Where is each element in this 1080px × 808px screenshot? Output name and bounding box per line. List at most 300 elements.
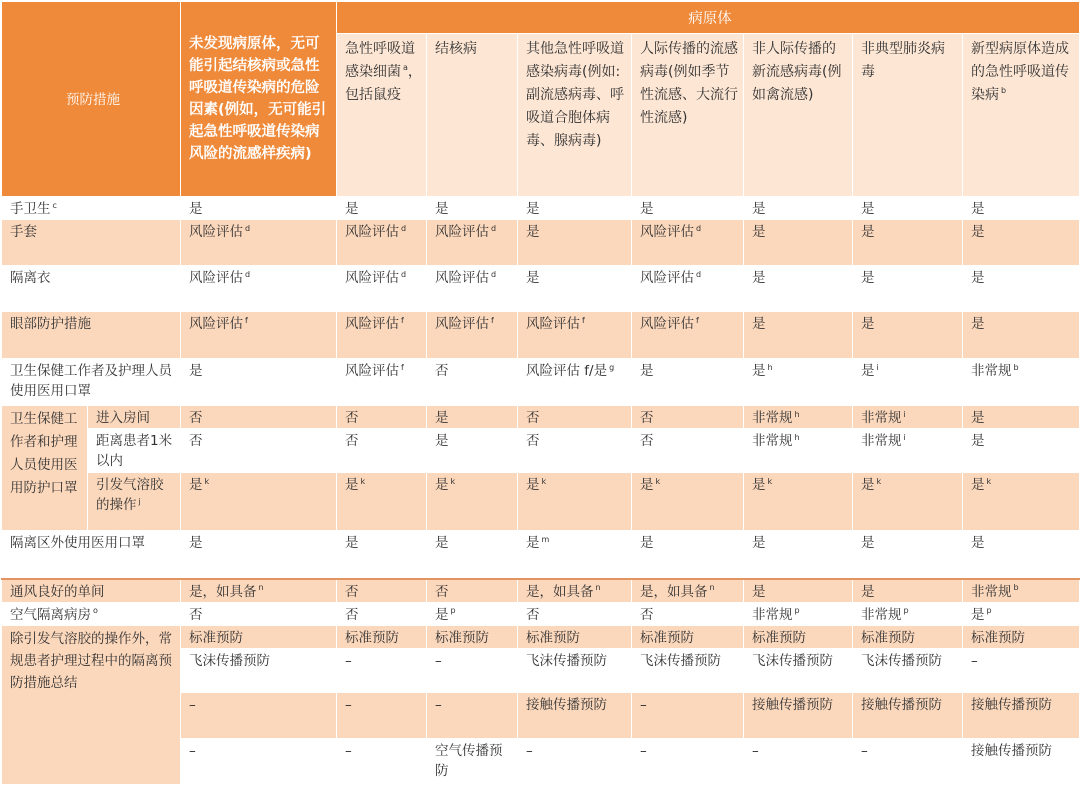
table-cell bbox=[853, 473, 963, 531]
table-cell bbox=[853, 359, 963, 406]
footnote-marker: b bbox=[1013, 362, 1019, 372]
cell-text: 否 bbox=[189, 410, 203, 426]
row-label-text: 手卫生 bbox=[10, 201, 51, 217]
table-cell bbox=[427, 266, 518, 312]
row-label bbox=[2, 531, 181, 579]
table-row bbox=[2, 602, 1080, 625]
footnote-marker: d bbox=[696, 223, 702, 233]
cell-text: 是 bbox=[752, 535, 766, 551]
summary-label: 除引发气溶胶的操作外，常规患者护理过程中的隔离预防措施总结 bbox=[2, 625, 181, 784]
table-cell: 飞沫传播预防 bbox=[744, 648, 853, 692]
cell-text: 是 bbox=[752, 270, 766, 286]
table-cell bbox=[427, 579, 518, 603]
table-cell bbox=[632, 266, 744, 312]
cell-text: 否 bbox=[345, 410, 359, 426]
table-cell: 飞沫传播预防 bbox=[181, 648, 337, 692]
cell-text: 否 bbox=[189, 433, 203, 449]
footnote-marker: d bbox=[245, 269, 251, 279]
pathogen-name-tail: ，包括鼠疫 bbox=[345, 64, 422, 103]
cell-text: 是 bbox=[435, 433, 449, 449]
table-cell: 飞沫传播预防 bbox=[853, 648, 963, 692]
pathogen-name: 结核病 bbox=[435, 41, 477, 57]
table-cell bbox=[181, 473, 337, 531]
footnote-marker: k bbox=[876, 476, 882, 486]
table-cell: 接触传播预防 bbox=[518, 692, 632, 738]
footnote-marker: i bbox=[903, 409, 906, 419]
table-cell bbox=[337, 197, 427, 220]
table-row bbox=[2, 531, 1080, 579]
table-cell bbox=[337, 602, 427, 625]
table-cell: 标准预防 bbox=[632, 625, 744, 648]
cell-text: 风险评估 bbox=[435, 224, 489, 240]
footnote-marker: d bbox=[245, 223, 251, 233]
cell-text: 是，如具备 bbox=[189, 583, 257, 600]
cell-text: 是 bbox=[435, 606, 449, 623]
footnote-marker: a bbox=[403, 63, 408, 73]
pathogen-name: 急性呼吸道感染细菌 bbox=[345, 41, 415, 80]
footnote-marker: p bbox=[450, 606, 456, 615]
table-row bbox=[2, 220, 1080, 266]
table-cell: 标准预防 bbox=[181, 625, 337, 648]
cell-text: 是 bbox=[526, 201, 540, 217]
table-cell bbox=[181, 406, 337, 429]
cell-text: 是 bbox=[971, 270, 985, 286]
table-cell: 标准预防 bbox=[963, 625, 1080, 648]
cell-text: 是 bbox=[861, 535, 875, 551]
table-cell bbox=[744, 197, 853, 220]
table-cell bbox=[963, 406, 1080, 429]
table-cell bbox=[337, 429, 427, 473]
table-cell bbox=[518, 220, 632, 266]
table-cell bbox=[744, 579, 853, 603]
pathogen-column-header bbox=[963, 34, 1080, 197]
cell-text: 风险评估 bbox=[345, 316, 399, 332]
table-cell bbox=[518, 579, 632, 603]
table-cell bbox=[853, 312, 963, 359]
footnote-marker: c bbox=[52, 200, 57, 210]
table-cell bbox=[744, 220, 853, 266]
cell-text: 是，如具备 bbox=[526, 583, 594, 600]
table-cell bbox=[963, 197, 1080, 220]
group-label: 卫生保健工作者和护理人员使用医用防护口罩 bbox=[2, 406, 88, 531]
footnote-marker: b bbox=[1001, 86, 1007, 96]
table-cell bbox=[963, 312, 1080, 359]
cell-text: 非常规 bbox=[861, 606, 902, 623]
table-cell bbox=[632, 531, 744, 579]
table-cell: 飞沫传播预防 bbox=[632, 648, 744, 692]
cell-text: 否 bbox=[640, 433, 654, 449]
table-cell bbox=[181, 197, 337, 220]
table-cell bbox=[853, 531, 963, 579]
table-cell bbox=[427, 531, 518, 579]
table-cell bbox=[744, 602, 853, 625]
cell-text: 是 bbox=[189, 201, 203, 217]
footnote-marker: k bbox=[655, 476, 661, 486]
table-cell bbox=[518, 473, 632, 531]
table-row bbox=[2, 625, 1080, 648]
row-label bbox=[2, 602, 181, 625]
pathogen-column-header bbox=[744, 34, 853, 197]
footnote-marker: k bbox=[767, 476, 773, 486]
cell-text: 是 bbox=[861, 363, 875, 379]
table-cell bbox=[181, 602, 337, 625]
table-cell bbox=[963, 602, 1080, 625]
cell-text: 是 bbox=[189, 477, 203, 493]
cell-text: 否 bbox=[345, 583, 359, 600]
table-cell bbox=[427, 406, 518, 429]
header-measures: 预防措施 bbox=[2, 2, 181, 197]
table-cell bbox=[963, 473, 1080, 531]
cell-text: 风险评估 bbox=[640, 270, 694, 286]
cell-text: 风险评估 bbox=[640, 316, 694, 332]
footnote-marker: h bbox=[767, 362, 773, 372]
table-cell bbox=[744, 473, 853, 531]
table-cell bbox=[518, 429, 632, 473]
cell-text: 是 bbox=[752, 363, 766, 379]
table-cell bbox=[181, 312, 337, 359]
cell-text: 否 bbox=[526, 606, 540, 623]
cell-text: 是 bbox=[971, 535, 985, 551]
table-cell bbox=[853, 429, 963, 473]
table-cell bbox=[963, 220, 1080, 266]
cell-text: 是 bbox=[861, 477, 875, 493]
cell-text: 是 bbox=[526, 270, 540, 286]
table-row bbox=[2, 429, 1080, 473]
table-cell bbox=[427, 197, 518, 220]
cell-text: 是 bbox=[752, 477, 766, 493]
table-cell: 接触传播预防 bbox=[963, 692, 1080, 738]
cell-text: 否 bbox=[435, 583, 449, 600]
header-no-pathogen: 未发现病原体，无可能引起结核病或急性呼吸道传染病的危险因素(例如，无可能引起急性呼吸道传染病风险的流感样疾病) bbox=[181, 2, 337, 197]
cell-text: 风险评估 bbox=[345, 363, 399, 379]
cell-text: 否 bbox=[640, 410, 654, 426]
footnote-marker: g bbox=[609, 362, 615, 372]
table-cell bbox=[337, 531, 427, 579]
cell-text: 是 bbox=[640, 363, 654, 379]
table-cell bbox=[853, 266, 963, 312]
cell-text: 风险评估 bbox=[345, 224, 399, 240]
table-cell bbox=[427, 429, 518, 473]
footnote-marker: d bbox=[491, 269, 497, 279]
table-cell bbox=[181, 359, 337, 406]
footnote-marker: d bbox=[696, 269, 702, 279]
footnote-marker: p bbox=[903, 606, 909, 615]
table-body bbox=[2, 197, 1080, 785]
cell-text: 非常规 bbox=[752, 410, 793, 426]
cell-text: 是 bbox=[435, 410, 449, 426]
table-cell bbox=[963, 429, 1080, 473]
table-cell: 飞沫传播预防 bbox=[518, 648, 632, 692]
cell-text: 是 bbox=[435, 201, 449, 217]
table-cell bbox=[518, 312, 632, 359]
table-cell bbox=[632, 602, 744, 625]
sub-row-label-text: 引发气溶胶的操作 bbox=[96, 477, 164, 513]
row-label bbox=[2, 266, 181, 312]
table-cell bbox=[427, 220, 518, 266]
cell-text: 非常规 bbox=[971, 363, 1012, 379]
footnote-marker: n bbox=[595, 583, 601, 592]
table-cell bbox=[963, 531, 1080, 579]
row-label bbox=[2, 579, 181, 603]
cell-text: 是 bbox=[345, 201, 359, 217]
cell-text: 非常规 bbox=[752, 433, 793, 449]
table-cell: – bbox=[963, 648, 1080, 692]
table-cell: 接触传播预防 bbox=[744, 692, 853, 738]
cell-text: 是 bbox=[971, 477, 985, 493]
cell-text: 是 bbox=[526, 535, 540, 551]
table-cell: – bbox=[337, 692, 427, 738]
cell-text: 是 bbox=[971, 410, 985, 426]
table-cell bbox=[337, 473, 427, 531]
cell-text: 风险评估 f/是 bbox=[526, 363, 608, 379]
cell-text: 风险评估 bbox=[640, 224, 694, 240]
cell-text: 是 bbox=[345, 535, 359, 551]
table-row bbox=[2, 197, 1080, 220]
pathogen-column-header bbox=[853, 34, 963, 197]
table-cell bbox=[632, 429, 744, 473]
cell-text: 是 bbox=[752, 583, 766, 600]
table-cell bbox=[632, 220, 744, 266]
table-cell: – bbox=[853, 738, 963, 784]
footnote-marker: i bbox=[876, 362, 879, 372]
table-cell bbox=[963, 266, 1080, 312]
table-cell bbox=[427, 473, 518, 531]
row-label bbox=[2, 312, 181, 359]
footnote-marker: k bbox=[360, 476, 366, 486]
table-cell: – bbox=[337, 738, 427, 784]
cell-text: 是 bbox=[861, 583, 875, 600]
table-row bbox=[2, 579, 1080, 603]
cell-text: 否 bbox=[189, 606, 203, 623]
cell-text: 否 bbox=[526, 410, 540, 426]
cell-text: 是 bbox=[526, 224, 540, 240]
table-cell bbox=[181, 429, 337, 473]
table-cell bbox=[853, 579, 963, 603]
table-cell bbox=[518, 602, 632, 625]
table-cell bbox=[853, 406, 963, 429]
table-cell bbox=[181, 266, 337, 312]
cell-text: 否 bbox=[435, 363, 449, 379]
cell-text: 是 bbox=[640, 477, 654, 493]
table-cell: – bbox=[181, 692, 337, 738]
table-cell: – bbox=[518, 738, 632, 784]
footnote-marker: m bbox=[541, 534, 550, 544]
cell-text: 是 bbox=[971, 433, 985, 449]
table-cell bbox=[427, 359, 518, 406]
table-row bbox=[2, 312, 1080, 359]
table-cell bbox=[518, 266, 632, 312]
cell-text: 是 bbox=[752, 201, 766, 217]
table-cell bbox=[337, 406, 427, 429]
table-cell bbox=[632, 359, 744, 406]
cell-text: 是 bbox=[861, 224, 875, 240]
footnote-marker: k bbox=[986, 476, 992, 486]
cell-text: 风险评估 bbox=[526, 316, 580, 332]
table-cell bbox=[427, 602, 518, 625]
table-cell bbox=[337, 220, 427, 266]
cell-text: 非常规 bbox=[971, 583, 1012, 600]
pathogen-column-header bbox=[427, 34, 518, 197]
table-cell: 标准预防 bbox=[744, 625, 853, 648]
footnote-marker: o bbox=[93, 606, 98, 615]
pathogen-name: 人际传播的流感病毒(例如季节性流感、大流行性流感) bbox=[640, 41, 738, 126]
sub-row-label-text: 进入房间 bbox=[96, 410, 150, 426]
footnote-marker: p bbox=[986, 606, 992, 615]
table-cell: – bbox=[181, 738, 337, 784]
table-cell bbox=[853, 220, 963, 266]
table-cell bbox=[632, 406, 744, 429]
table-cell bbox=[853, 602, 963, 625]
table-cell: 标准预防 bbox=[427, 625, 518, 648]
table-cell bbox=[337, 312, 427, 359]
table-cell bbox=[632, 473, 744, 531]
footnote-marker: h bbox=[794, 432, 800, 442]
pathogen-column-header bbox=[337, 34, 427, 197]
cell-text: 非常规 bbox=[861, 410, 902, 426]
cell-text: 否 bbox=[526, 433, 540, 449]
row-label-text: 通风良好的单间 bbox=[10, 583, 105, 600]
table-cell: 接触传播预防 bbox=[853, 692, 963, 738]
pathogen-name: 其他急性呼吸道感染病毒(例如:副流感病毒、呼吸道合胞体病毒、腺病毒) bbox=[526, 41, 624, 149]
table-cell bbox=[337, 579, 427, 603]
footnote-marker: f bbox=[401, 362, 404, 372]
pathogen-name: 非人际传播的新流感病毒(例如禽流感) bbox=[752, 41, 842, 103]
cell-text: 否 bbox=[345, 606, 359, 623]
table-cell bbox=[337, 359, 427, 406]
sub-row-label bbox=[88, 406, 181, 429]
table-cell bbox=[181, 579, 337, 603]
cell-text: 风险评估 bbox=[189, 270, 243, 286]
table-cell: 标准预防 bbox=[337, 625, 427, 648]
table-cell bbox=[518, 359, 632, 406]
footnote-marker: f bbox=[401, 315, 404, 325]
table-cell bbox=[744, 406, 853, 429]
table-cell: 空气传播预防 bbox=[427, 738, 518, 784]
table-cell: 标准预防 bbox=[853, 625, 963, 648]
footnote-marker: k bbox=[541, 476, 547, 486]
table-cell: – bbox=[744, 738, 853, 784]
row-label-text: 眼部防护措施 bbox=[10, 316, 91, 332]
cell-text: 风险评估 bbox=[435, 316, 489, 332]
cell-text: 是 bbox=[861, 316, 875, 332]
cell-text: 是 bbox=[861, 270, 875, 286]
cell-text: 非常规 bbox=[752, 606, 793, 623]
table-cell bbox=[632, 579, 744, 603]
cell-text: 风险评估 bbox=[435, 270, 489, 286]
cell-text: 否 bbox=[345, 433, 359, 449]
footnote-marker: d bbox=[401, 269, 407, 279]
row-label-text: 卫生保健工作者及护理人员使用医用口罩 bbox=[10, 363, 172, 399]
row-label-text: 隔离区外使用医用口罩 bbox=[10, 535, 145, 551]
cell-text: 非常规 bbox=[861, 433, 902, 449]
footnote-marker: p bbox=[794, 606, 800, 615]
precaution-table bbox=[1, 1, 1080, 785]
row-label-text: 手套 bbox=[10, 224, 37, 240]
pathogen-column-header bbox=[632, 34, 744, 197]
cell-text: 是 bbox=[861, 201, 875, 217]
table-cell bbox=[632, 312, 744, 359]
cell-text: 是 bbox=[189, 535, 203, 551]
table-row bbox=[2, 266, 1080, 312]
table-cell bbox=[963, 359, 1080, 406]
footnote-marker: j bbox=[138, 496, 141, 506]
cell-text: 是 bbox=[189, 363, 203, 379]
cell-text: 是 bbox=[752, 316, 766, 332]
cell-text: 是 bbox=[971, 201, 985, 217]
footnote-marker: k bbox=[204, 476, 210, 486]
table-cell: – bbox=[337, 648, 427, 692]
cell-text: 是 bbox=[971, 224, 985, 240]
table-row bbox=[2, 359, 1080, 406]
row-label-text: 空气隔离病房 bbox=[10, 606, 91, 623]
cell-text: 是 bbox=[435, 535, 449, 551]
row-label bbox=[2, 220, 181, 266]
row-label-text: 隔离衣 bbox=[10, 270, 51, 286]
table-row bbox=[2, 473, 1080, 531]
cell-text: 是 bbox=[435, 477, 449, 493]
footnote-marker: h bbox=[794, 409, 800, 419]
pathogen-column-header bbox=[518, 34, 632, 197]
footnote-marker: f bbox=[696, 315, 699, 325]
footnote-marker: d bbox=[401, 223, 407, 233]
cell-text: 是 bbox=[971, 316, 985, 332]
table-cell: – bbox=[427, 692, 518, 738]
table-cell bbox=[744, 359, 853, 406]
table-cell bbox=[518, 197, 632, 220]
cell-text: 是 bbox=[752, 224, 766, 240]
footnote-marker: n bbox=[709, 583, 715, 592]
table-cell bbox=[427, 312, 518, 359]
row-label bbox=[2, 359, 181, 406]
sub-row-label bbox=[88, 473, 181, 531]
table-cell bbox=[632, 197, 744, 220]
cell-text: 是 bbox=[345, 477, 359, 493]
table-cell bbox=[744, 531, 853, 579]
cell-text: 是 bbox=[640, 201, 654, 217]
cell-text: 是 bbox=[971, 606, 985, 623]
cell-text: 风险评估 bbox=[189, 224, 243, 240]
cell-text: 是，如具备 bbox=[640, 583, 708, 600]
footnote-marker: i bbox=[903, 432, 906, 442]
cell-text: 是 bbox=[526, 477, 540, 493]
pathogen-name: 非典型肺炎病毒 bbox=[861, 41, 945, 80]
table-cell: – bbox=[632, 692, 744, 738]
table-row bbox=[2, 406, 1080, 429]
table-cell bbox=[518, 531, 632, 579]
sub-row-label-text: 距离患者1米以内 bbox=[96, 433, 173, 469]
table-cell bbox=[337, 266, 427, 312]
table-cell bbox=[853, 197, 963, 220]
footnote-marker: k bbox=[450, 476, 456, 486]
footnote-marker: b bbox=[1013, 583, 1019, 592]
footnote-marker: f bbox=[491, 315, 494, 325]
footnote-marker: n bbox=[258, 583, 264, 592]
table-cell: 接触传播预防 bbox=[963, 738, 1080, 784]
footnote-marker: d bbox=[491, 223, 497, 233]
cell-text: 风险评估 bbox=[189, 316, 243, 332]
cell-text: 风险评估 bbox=[345, 270, 399, 286]
table-cell: 标准预防 bbox=[518, 625, 632, 648]
footnote-marker: f bbox=[245, 315, 248, 325]
table-cell bbox=[181, 531, 337, 579]
cell-text: 是 bbox=[640, 535, 654, 551]
cell-text: 否 bbox=[640, 606, 654, 623]
table-cell bbox=[744, 312, 853, 359]
table-cell bbox=[744, 429, 853, 473]
sub-row-label bbox=[88, 429, 181, 473]
header-pathogens: 病原体 bbox=[337, 2, 1080, 34]
table-cell: – bbox=[632, 738, 744, 784]
